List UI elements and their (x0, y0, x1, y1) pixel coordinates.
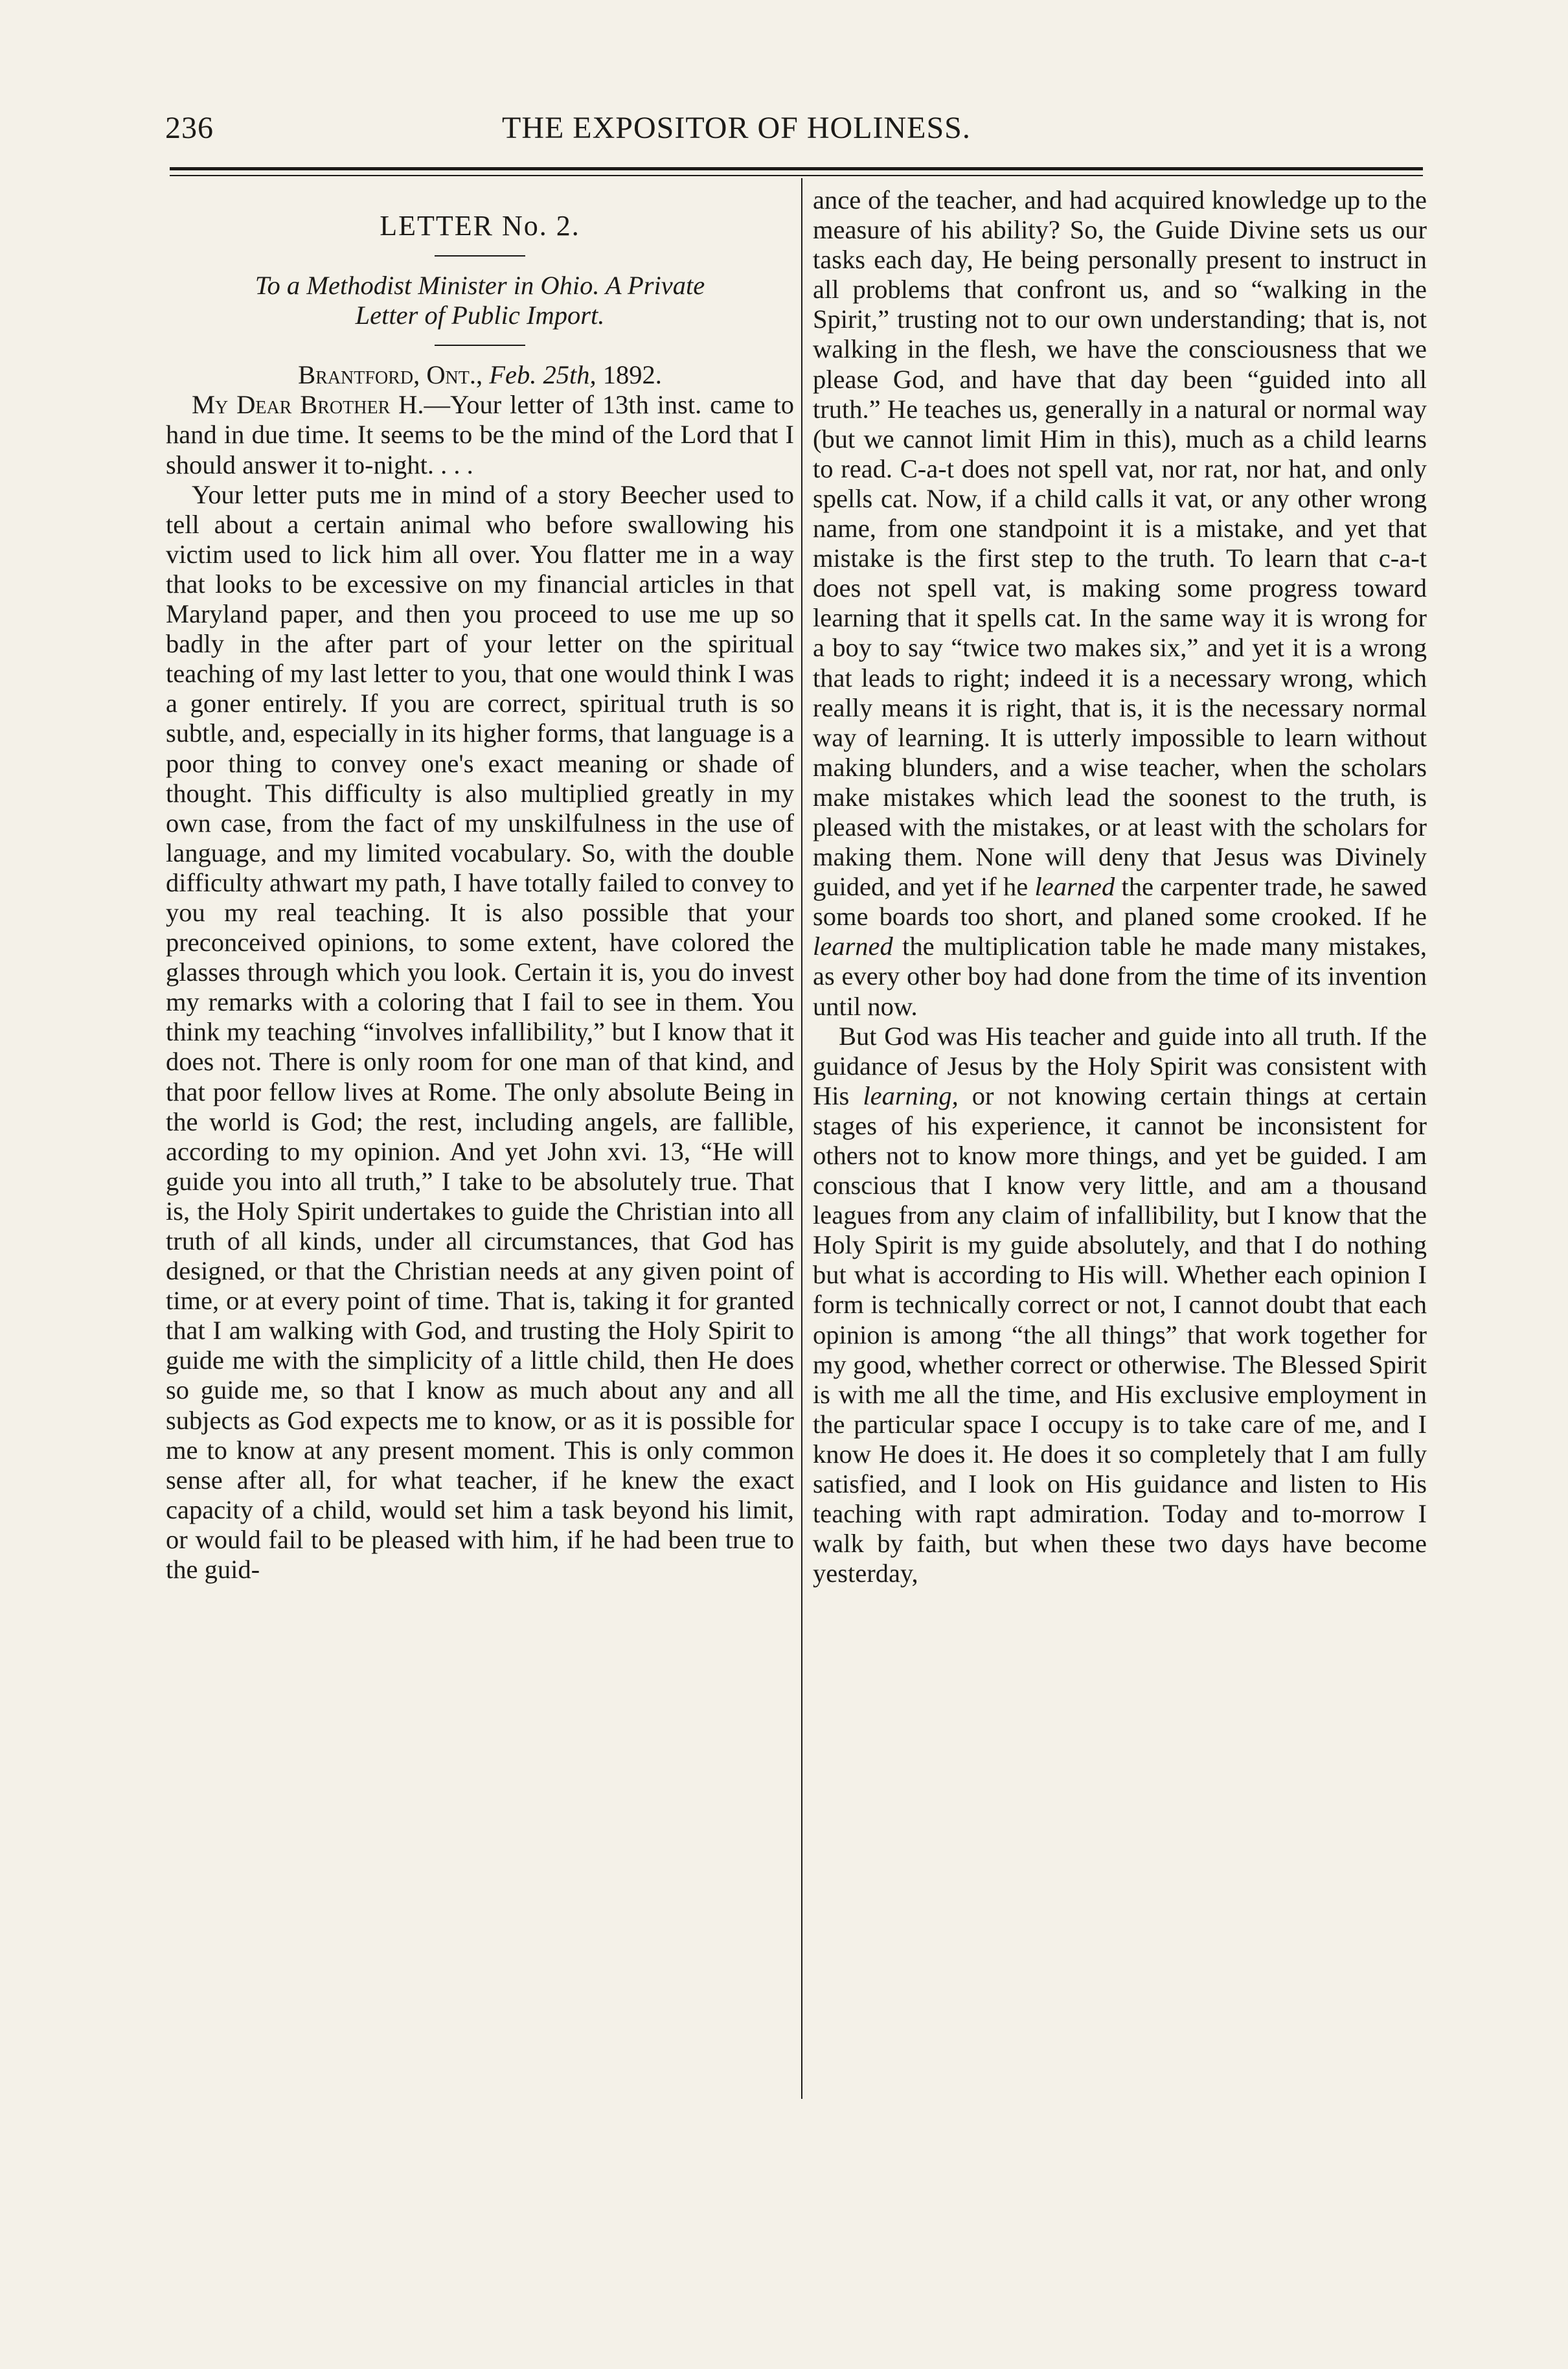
title-rule (435, 255, 525, 257)
emphasis-learned-2: learned (813, 932, 893, 961)
emphasis-learned-1: learned (1034, 872, 1115, 902)
paragraph-opening (166, 390, 794, 479)
article-title: LETTER No. 2. (380, 210, 580, 242)
paragraph-3-part-c: the multiplication table he made many mistakes, as every other boy had done from the time of its invention until now. (813, 932, 1427, 1021)
article-subtitle (166, 271, 794, 330)
emphasis-learning: learning, (863, 1081, 959, 1110)
running-header (165, 96, 1435, 154)
subtitle-line-2: Letter of Public Import. (355, 301, 605, 330)
paragraph-2: Your letter puts me in mind of a story Beecher used to tell about a certain animal who before swallowing his victim used to lick him all over. You flatter me in a way that looks to be excessive on my financial articles in that Maryland paper, and then you proceed to use me up so badly in the after part of your letter on the spiritual teaching of my last letter to you, that one would think I was a goner entirely. If you are correct, spiritual truth is so subtle, and, especially in its higher forms, that language is a poor thing to convey one's exact meaning or shade of thought. This difficulty is also multiplied greatly in my own case, from the fact of my unskilfulness in the use of language, and my limited vocabulary. So, with the double difficulty athwart my path, I have totally failed to convey to you my real teaching. It is also possible that your preconceived opinions, to some extent, have colored the glasses through which you look. Certain it is, you do invest my remarks with a coloring that I fail to see in them. You think my teaching “involves infallibility,” but I know that it does not. There is only room for one man of that kind, and that poor fellow lives at Rome. The only absolute Being in the world is God; the rest, including angels, are fallible, according to my opinion. And yet John xvi. 13, “He will guide you into all truth,” I take to be absolutely true. That is, the Holy Spirit undertakes to guide the Christian into all truth of all kinds, under all circumstances, that God has designed, or that the Christian needs at any given point of time, or at every point of time. That is, taking it for granted that I am walking with God, and trusting the Holy Spirit to guide me with the simplicity of a little child, then He does so guide me, so that I know as much about any and all subjects as God expects me to know, or as it is possible for me to know at any present moment. This is only common sense after all, for what teacher, if he knew the exact capacity of a child, would set him a task beyond his limit, or would fail to be pleased with him, if he had been true to the guid- (166, 479, 794, 1585)
salutation: My Dear Brother H. (192, 390, 424, 420)
right-column (813, 185, 1427, 1588)
dateline-place: Brantford, Ont., (298, 360, 483, 390)
column-divider (801, 178, 802, 2099)
left-column (166, 185, 794, 1585)
paragraph-3 (813, 185, 1427, 1022)
paragraph-1-text: —Your letter of 13th inst. came to hand in due time. It seems to be the mind of the Lord that I should answer it to-night. . . . (166, 390, 794, 479)
subtitle-rule (435, 345, 525, 346)
paragraph-4-part-a: But God was His teacher and guide into all truth. If the guidance of Jesus by the Holy Spirit was consistent with His (813, 1021, 1427, 1110)
dateline-year: 1892. (602, 360, 662, 390)
subtitle-line-1: To a Methodist Minister in Ohio. A Private (255, 271, 705, 301)
paragraph-3-part-a: ance of the teacher, and had acquired knowledge up to the measure of his ability? So, the Guide Divine sets us our tasks each day, He being personally present to instruct in all problems that confront us, and so “walking in the Spirit,” trusting not to our own understanding; that is, not walking in the flesh, we have the consciousness that we please God, and have that day been “guided into all truth.” He teaches us, generally in a natural or normal way (but we cannot limit Him in this), much as a child learns to read. C-a-t does not spell vat, nor rat, nor hat, and only spells cat. Now, if a child calls it vat, or any other wrong name, from one standpoint it is a mistake, and yet that mistake is the first step to the truth. To learn that c-a-t does not spell vat, is making some progress toward learning that it spells cat. In the same way it is wrong for a boy to say “twice two makes six,” and yet it is a wrong that leads to right; indeed it is a necessary wrong, which really means it is right, that is, it is the necessary normal way of learning. It is utterly impossible to learn without making blunders, and a wise teacher, when the scholars make mistakes which lead the soonest to the truth, is pleased with the mistakes, or at least with the scholars for making them. None will deny that Jesus was Divinely guided, and yet if he (813, 185, 1427, 902)
paragraph-4-part-b: or not knowing certain things at certain stages of his experience, it cannot be inconsistent for others not to know more things, and yet be guided. I am conscious that I know very little, and am a thousand leagues from any claim of infallibility, but I know that the Holy Spirit is my guide absolutely, and that I do nothing but what is according to His will. Whether each opinion I form is technically correct or not, I cannot doubt that each opinion is among “the all things” that work together for my good, whether correct or otherwise. The Blessed Spirit is with me all the time, and His exclusive employment in the particular space I occupy is to take care of me, and I know He does it. He does it so completely that I am fully satisfied, and I look on His guidance and listen to His teaching with rapt admiration. Today and to-morrow I walk by faith, but when these two days have become yesterday, (813, 1081, 1427, 1588)
dateline (166, 360, 794, 390)
dateline-date: Feb. 25th, (489, 360, 597, 390)
page-number: 236 (165, 111, 214, 145)
paragraph-3-part-b: the carpenter trade, he sawed some boards too short, and planed some crooked. If he (813, 872, 1427, 932)
publication-title: THE EXPOSITOR OF HOLINESS. (502, 111, 971, 145)
paragraph-4 (813, 1022, 1427, 1589)
header-rule-thin (170, 175, 1423, 176)
header-rule-thick (170, 167, 1423, 170)
